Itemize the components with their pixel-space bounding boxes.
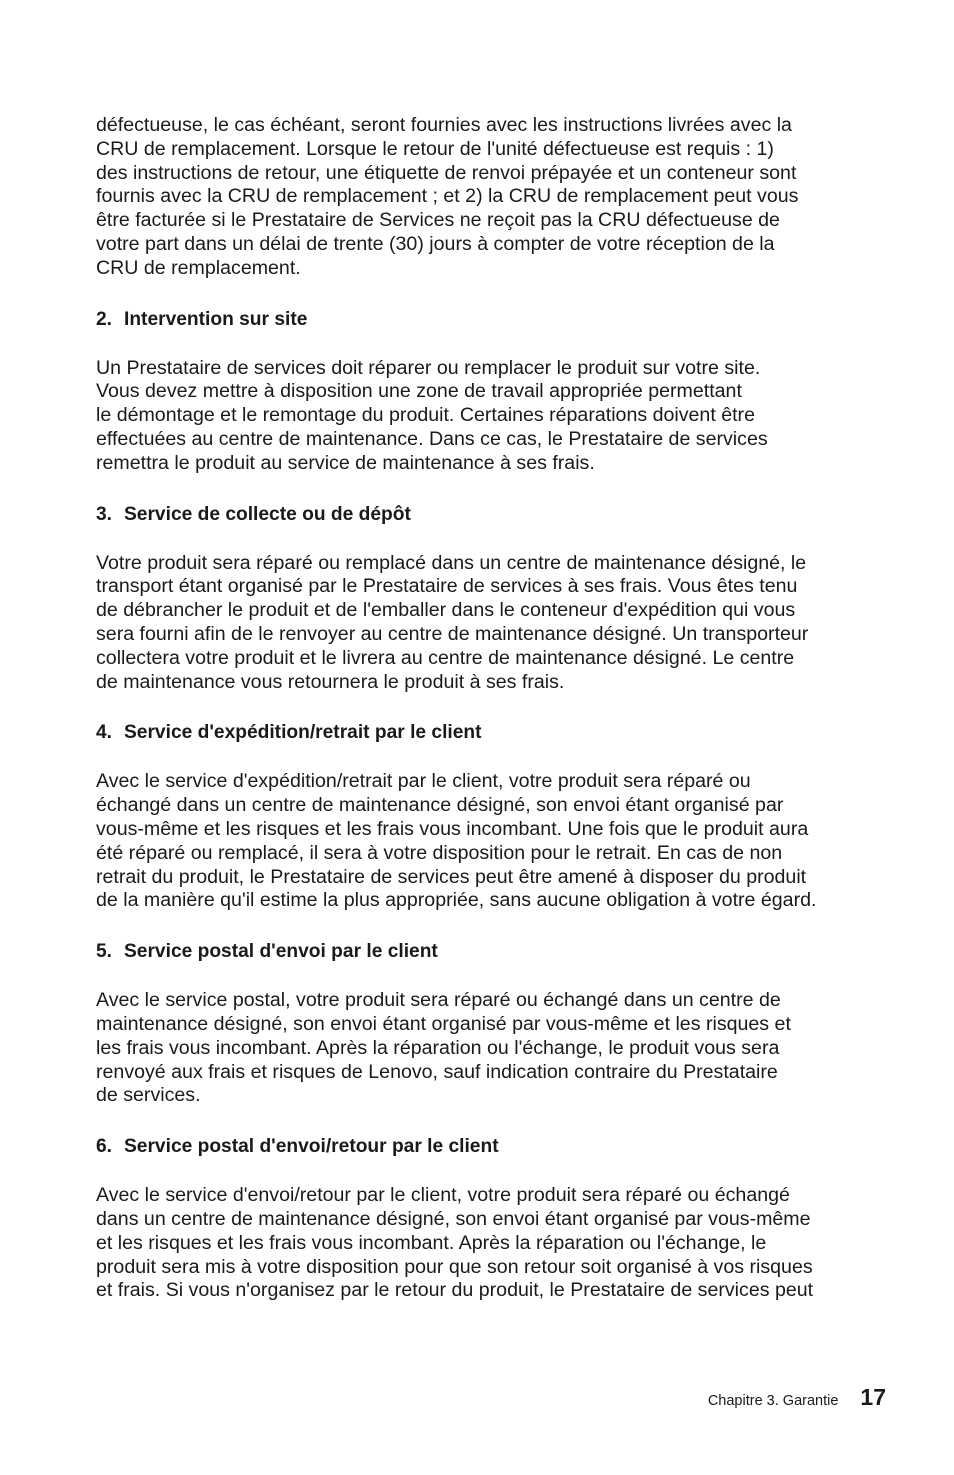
text-line: effectuées au centre de maintenance. Dans ce cas, le Prestataire de services xyxy=(96,427,768,450)
text-line: renvoyé aux frais et risques de Lenovo, sauf indication contraire du Prestataire xyxy=(96,1060,778,1083)
section-number: 3. xyxy=(96,503,113,525)
text-line: CRU de remplacement. xyxy=(96,256,301,279)
text-line: fournis avec la CRU de remplacement ; et 2) la CRU de remplacement peut vous xyxy=(96,185,799,208)
text-line: produit sera mis à votre disposition pour que son retour soit organisé à vos risques xyxy=(96,1255,813,1278)
section-number: 4. xyxy=(96,722,113,744)
chapter-label: Chapitre 3. Garantie xyxy=(707,1393,839,1409)
text-line: votre part dans un délai de trente (30) jours à compter de votre réception de la xyxy=(96,232,775,255)
text-line: été réparé ou remplacé, il sera à votre disposition pour le retrait. En cas de non xyxy=(96,841,783,864)
page-number: 17 xyxy=(860,1384,886,1410)
section-heading-5 xyxy=(96,940,896,964)
text-line: sera fourni afin de le renvoyer au centre de maintenance désigné. Un transporteur xyxy=(96,622,809,645)
text-line: maintenance désigné, son envoi étant organisé par vous-même et les risques et xyxy=(96,1012,791,1035)
intro-paragraph xyxy=(96,114,896,281)
text-line: des instructions de retour, une étiquette de renvoi prépayée et un conteneur sont xyxy=(96,161,797,184)
text-line: les frais vous incombant. Après la réparation ou l'échange, le produit vous sera xyxy=(96,1036,780,1059)
text-line: défectueuse, le cas échéant, seront fournies avec les instructions livrées avec la xyxy=(96,114,792,136)
text-line: de maintenance vous retournera le produit à ses frais. xyxy=(96,670,565,693)
text-line: et les risques et les frais vous incombant. Après la réparation ou l'échange, le xyxy=(96,1231,767,1254)
text-line: retrait du produit, le Prestataire de services peut être amené à disposer du produit xyxy=(96,865,807,888)
section-title: Intervention sur site xyxy=(124,308,308,330)
section-paragraph-5 xyxy=(96,989,896,1108)
text-line: dans un centre de maintenance désigné, son envoi étant organisé par vous-même xyxy=(96,1207,811,1230)
text-line: Votre produit sera réparé ou remplacé dans un centre de maintenance désigné, le xyxy=(96,551,807,574)
text-line: CRU de remplacement. Lorsque le retour de l'unité défectueuse est requis : 1) xyxy=(96,137,774,160)
text-line: et frais. Si vous n'organisez par le retour du produit, le Prestataire de services peut xyxy=(96,1279,814,1302)
page-footer xyxy=(0,1384,886,1411)
text-line: échangé dans un centre de maintenance désigné, son envoi étant organisé par xyxy=(96,794,784,817)
section-heading-2 xyxy=(96,308,896,332)
section-title: Service de collecte ou de dépôt xyxy=(124,503,411,525)
text-line: de débrancher le produit et de l'emballer dans le conteneur d'expédition qui vous xyxy=(96,599,796,622)
page-body xyxy=(96,114,896,1303)
text-line: être facturée si le Prestataire de Services ne reçoit pas la CRU défectueuse de xyxy=(96,209,780,232)
text-line: transport étant organisé par le Prestataire de services à ses frais. Vous êtes tenu xyxy=(96,575,798,598)
text-line: vous-même et les risques et les frais vous incombant. Une fois que le produit aura xyxy=(96,817,809,840)
section-paragraph-4 xyxy=(96,770,896,913)
section-title: Service d'expédition/retrait par le client xyxy=(124,722,482,744)
text-line: remettra le produit au service de maintenance à ses frais. xyxy=(96,451,595,474)
text-line: Avec le service d'envoi/retour par le client, votre produit sera réparé ou échangé xyxy=(96,1184,790,1207)
section-number: 5. xyxy=(96,941,113,963)
text-line: de la manière qu'il estime la plus appropriée, sans aucune obligation à votre égard. xyxy=(96,889,817,912)
text-line: de services. xyxy=(96,1084,201,1107)
section-title: Service postal d'envoi par le client xyxy=(124,941,438,963)
section-heading-4 xyxy=(96,721,896,745)
section-number: 2. xyxy=(96,308,113,330)
text-line: Avec le service d'expédition/retrait par le client, votre produit sera réparé ou xyxy=(96,770,751,793)
text-line: Vous devez mettre à disposition une zone de travail appropriée permettant xyxy=(96,380,742,403)
text-line: le démontage et le remontage du produit. Certaines réparations doivent être xyxy=(96,404,755,427)
section-paragraph-2 xyxy=(96,357,896,476)
text-line: Un Prestataire de services doit réparer ou remplacer le produit sur votre site. xyxy=(96,356,761,379)
section-heading-3 xyxy=(96,503,896,527)
text-line: Avec le service postal, votre produit sera réparé ou échangé dans un centre de xyxy=(96,989,781,1012)
section-paragraph-6 xyxy=(96,1184,896,1303)
section-number: 6. xyxy=(96,1136,113,1158)
text-line: collectera votre produit et le livrera au centre de maintenance désigné. Le centre xyxy=(96,646,795,669)
section-paragraph-3 xyxy=(96,552,896,695)
section-title: Service postal d'envoi/retour par le client xyxy=(124,1136,499,1158)
section-heading-6 xyxy=(96,1135,896,1159)
